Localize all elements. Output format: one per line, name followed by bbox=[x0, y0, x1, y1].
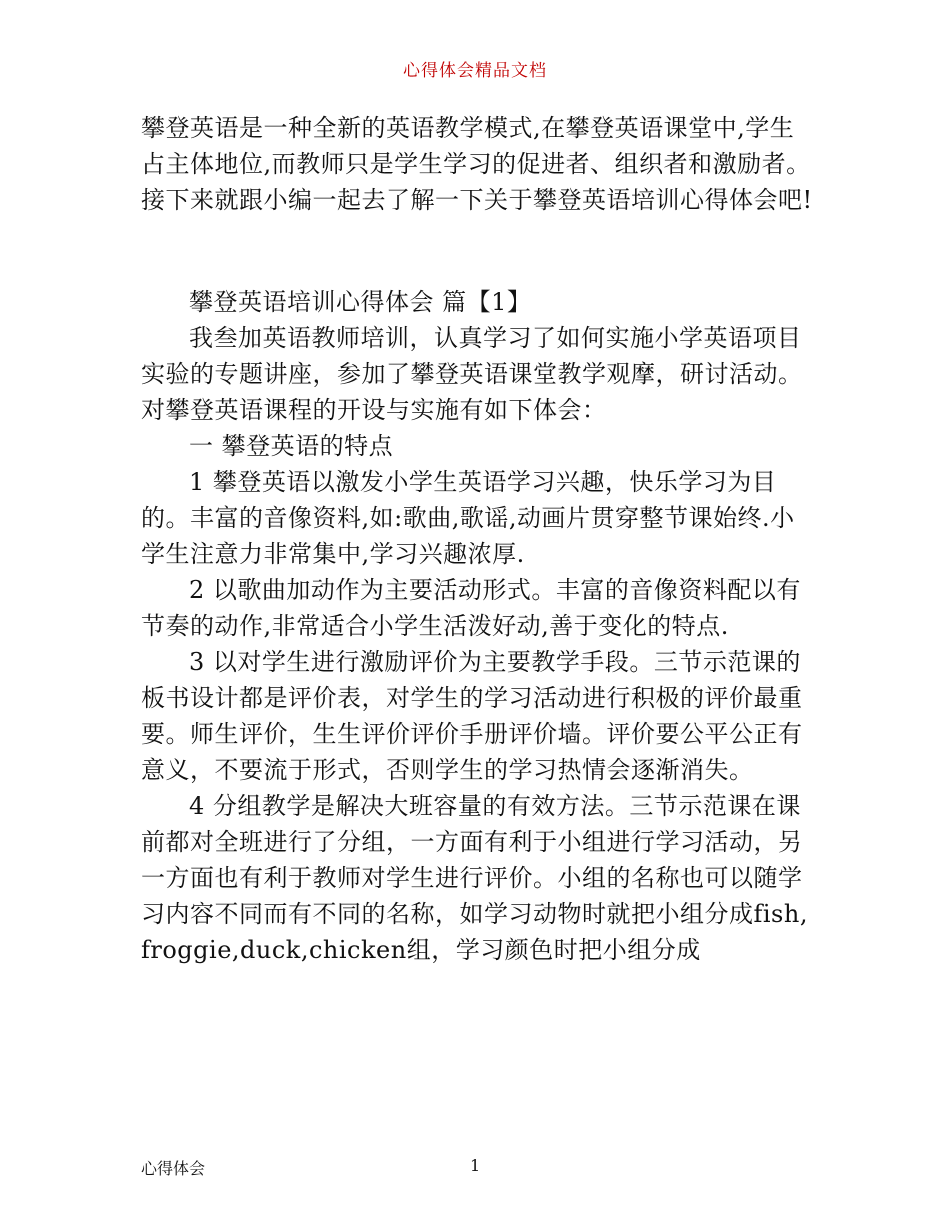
page-header: 心得体会精品文档 bbox=[403, 61, 547, 81]
body-paragraph-2: 1 攀登英语以激发小学生英语学习兴趣，快乐学习为目的。丰富的音像资料,如:歌曲,歌谣,动画片贯穿整节课始终.小学生注意力非常集中,学习兴趣浓厚. bbox=[141, 468, 795, 568]
page-number: 1 bbox=[470, 1156, 481, 1175]
intro-paragraph: 攀登英语是一种全新的英语教学模式,在攀登英语课堂中,学生占主体地位,而教师只是学生学习的促进者、组织者和激励者。接下来就跟小编一起去了解一下关于攀登英语培训心得体会吧! bbox=[141, 114, 813, 214]
section-title: 攀登英语培训心得体会 篇【1】 bbox=[189, 288, 532, 316]
subsection-heading: 一 攀登英语的特点 bbox=[189, 432, 394, 460]
footer-label: 心得体会 bbox=[141, 1159, 206, 1178]
body-paragraph-5: 4 分组教学是解决大班容量的有效方法。三节示范课在课前都对全班进行了分组，一方面有利于小组进行学习活动，另一方面也有利于教师对学生进行评价。小组的名称也可以随学习内容不同而有不同的名称，如学习动物时就把小组分成fish,froggie,duck,chicken组，学习颜色时把小组分成 bbox=[141, 792, 808, 964]
body-paragraph-3: 2 以歌曲加动作为主要活动形式。丰富的音像资料配以有节奏的动作,非常适合小学生活泼好动,善于变化的特点. bbox=[141, 576, 801, 640]
body-paragraph-1: 我叁加英语教师培训，认真学习了如何实施小学英语项目实验的专题讲座，参加了攀登英语课堂教学观摩，研讨活动。对攀登英语课程的开设与实施有如下体会： bbox=[141, 324, 803, 424]
document-body bbox=[141, 110, 813, 968]
body-paragraph-4: 3 以对学生进行激励评价为主要教学手段。三节示范课的板书设计都是评价表，对学生的学习活动进行积极的评价最重要。师生评价，生生评价评价手册评价墙。评价要公平公正有意义，不要流于形式，否则学生的学习热情会逐渐消失。 bbox=[141, 648, 803, 784]
